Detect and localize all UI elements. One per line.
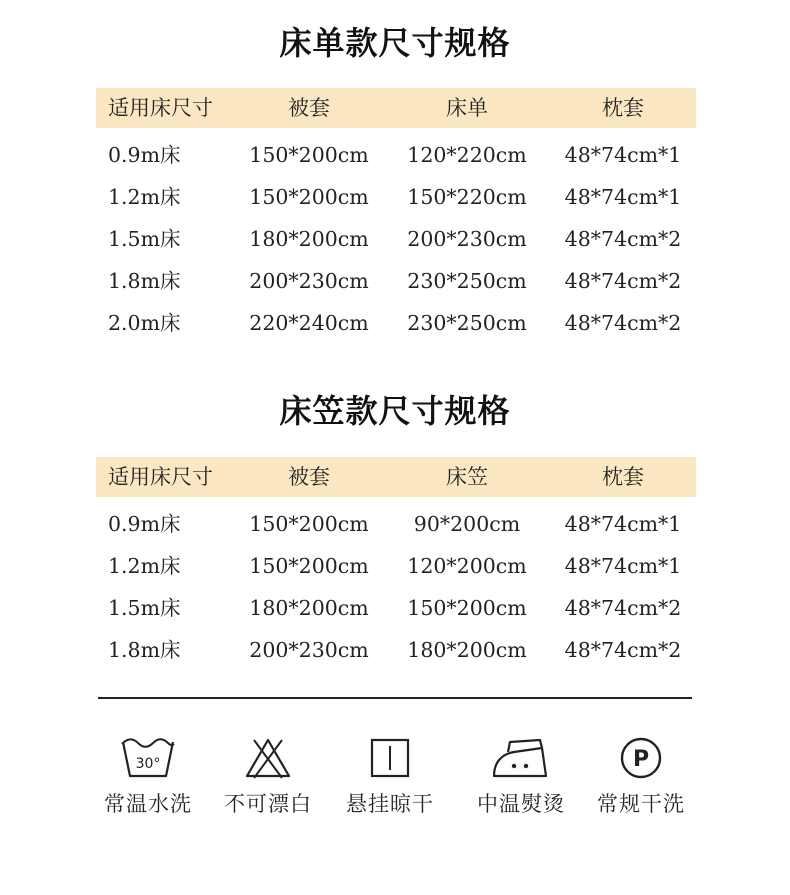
dry-clean-p-icon	[619, 736, 663, 780]
table-row	[96, 302, 696, 344]
cell-pillowcase: 48*74cm*2	[564, 596, 682, 620]
care-label-iron: 中温熨烫	[477, 792, 565, 816]
cell-duvet: 150*200cm	[249, 185, 369, 209]
care-label-dry-clean: 常规干洗	[597, 792, 685, 816]
fitted-size-table	[96, 457, 696, 671]
cell-pillowcase: 48*74cm*2	[564, 638, 682, 662]
cell-pillowcase: 48*74cm*2	[564, 311, 682, 335]
cell-pillowcase: 48*74cm*1	[564, 185, 682, 209]
sheet-size-table	[96, 88, 696, 344]
cell-pillowcase: 48*74cm*2	[564, 269, 682, 293]
no-bleach-icon	[244, 736, 292, 780]
cell-duvet: 180*200cm	[249, 227, 369, 251]
table-row	[96, 218, 696, 260]
header-fitted-sheet: 床笠	[446, 465, 488, 489]
table-row	[96, 629, 696, 671]
header-duvet: 被套	[288, 465, 330, 489]
cell-fitted-sheet: 90*200cm	[413, 512, 521, 536]
cell-bed-size: 1.2m床	[108, 185, 181, 209]
header-pillowcase: 枕套	[602, 96, 644, 120]
table-row	[96, 176, 696, 218]
cell-pillowcase: 48*74cm*2	[564, 227, 682, 251]
cell-pillowcase: 48*74cm*1	[564, 554, 682, 578]
cell-bed-size: 0.9m床	[108, 512, 181, 536]
care-item-iron	[456, 736, 586, 818]
cell-pillowcase: 48*74cm*1	[564, 512, 682, 536]
cell-fitted-sheet: 180*200cm	[407, 638, 527, 662]
divider	[98, 697, 692, 699]
care-item-dry-clean	[576, 736, 706, 818]
wash-30-icon	[120, 736, 176, 780]
header-pillowcase: 枕套	[602, 465, 644, 489]
cell-duvet: 180*200cm	[249, 596, 369, 620]
care-item-no-bleach	[203, 736, 333, 818]
cell-sheet: 200*230cm	[407, 227, 527, 251]
table-row	[96, 545, 696, 587]
cell-sheet: 230*250cm	[407, 311, 527, 335]
section-title-fitted: 床笠款尺寸规格	[279, 392, 511, 430]
hang-dry-icon	[368, 736, 412, 780]
cell-bed-size: 1.2m床	[108, 554, 181, 578]
cell-sheet: 120*220cm	[407, 143, 527, 167]
table-row	[96, 260, 696, 302]
header-bed-size: 适用床尺寸	[108, 465, 213, 489]
table-header-row	[96, 88, 696, 128]
cell-duvet: 150*200cm	[249, 143, 369, 167]
care-item-hang-dry	[325, 736, 455, 818]
table-row	[96, 134, 696, 176]
header-duvet: 被套	[288, 96, 330, 120]
care-label-hang-dry: 悬挂晾干	[346, 792, 434, 816]
header-sheet: 床单	[446, 96, 488, 120]
care-item-wash	[83, 736, 213, 818]
header-bed-size: 适用床尺寸	[108, 96, 213, 120]
cell-duvet: 150*200cm	[249, 554, 369, 578]
section-title-sheet: 床单款尺寸规格	[279, 24, 511, 62]
cell-bed-size: 0.9m床	[108, 143, 181, 167]
cell-bed-size: 1.8m床	[108, 269, 181, 293]
table-row	[96, 503, 696, 545]
table-header-row	[96, 457, 696, 497]
cell-duvet: 220*240cm	[249, 311, 369, 335]
cell-fitted-sheet: 120*200cm	[407, 554, 527, 578]
cell-sheet: 150*220cm	[407, 185, 527, 209]
cell-duvet: 200*230cm	[249, 638, 369, 662]
care-label-wash: 常温水洗	[104, 792, 192, 816]
cell-sheet: 230*250cm	[407, 269, 527, 293]
dry-clean-letter: P	[632, 747, 650, 772]
cell-duvet: 150*200cm	[249, 512, 369, 536]
iron-medium-icon	[490, 736, 552, 780]
cell-bed-size: 1.5m床	[108, 227, 181, 251]
wash-temperature: 30°	[135, 756, 161, 772]
cell-pillowcase: 48*74cm*1	[564, 143, 682, 167]
cell-bed-size: 1.5m床	[108, 596, 181, 620]
cell-bed-size: 1.8m床	[108, 638, 181, 662]
cell-duvet: 200*230cm	[249, 269, 369, 293]
cell-bed-size: 2.0m床	[108, 311, 181, 335]
cell-fitted-sheet: 150*200cm	[407, 596, 527, 620]
table-row	[96, 587, 696, 629]
care-label-no-bleach: 不可漂白	[224, 792, 312, 816]
